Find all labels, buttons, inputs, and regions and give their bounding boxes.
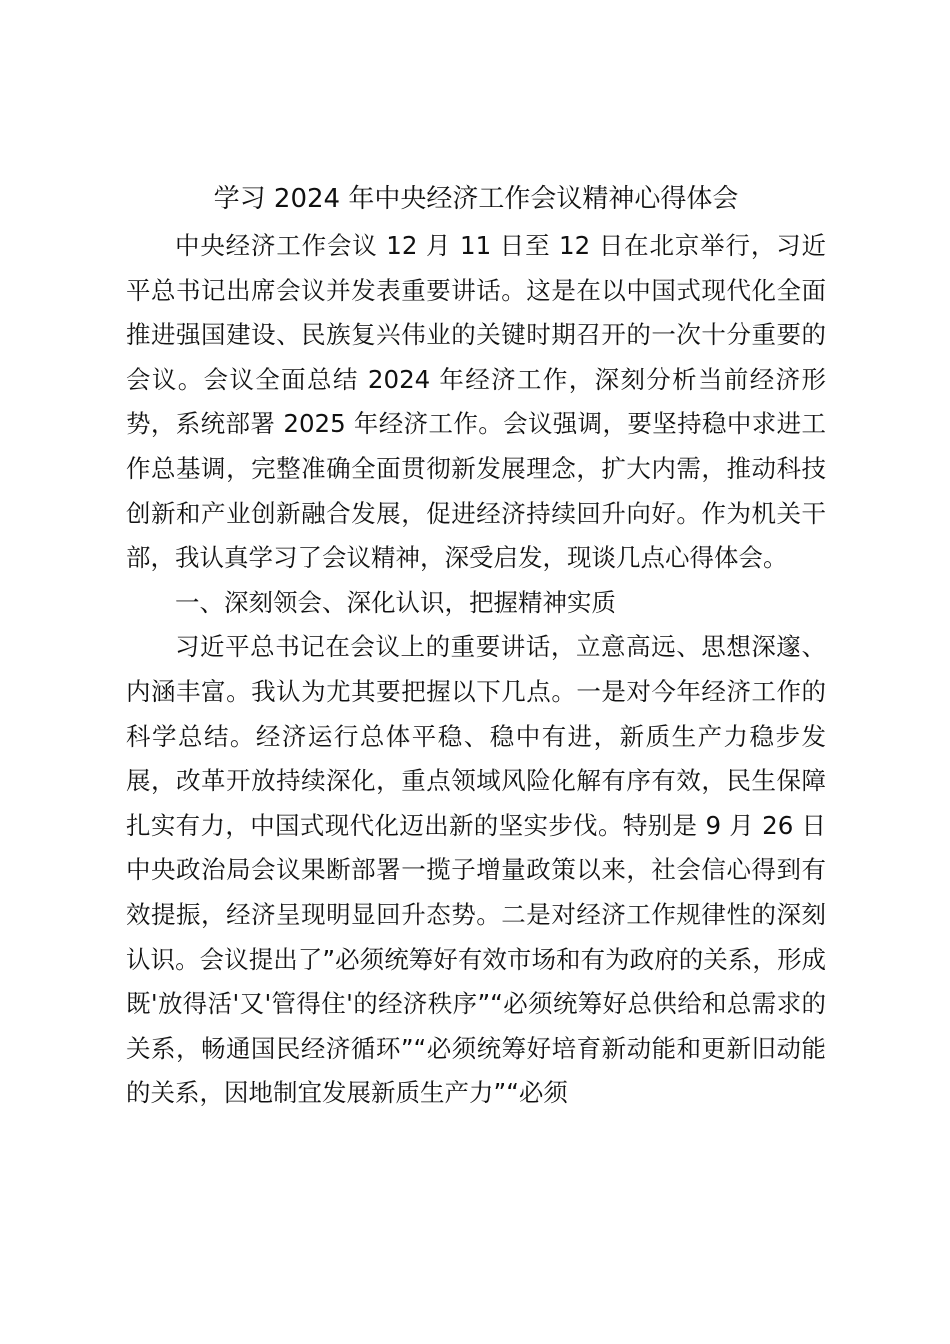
section-heading: 一、深刻领会、深化认识，把握精神实质 (175, 587, 616, 617)
document-title: 学习 2024 年中央经济工作会议精神心得体会 (213, 184, 739, 214)
document-body (126, 174, 826, 1116)
body-paragraph: 习近平总书记在会议上的重要讲话，立意高远、思想深邃、内涵丰富。我认为尤其要把握以下几点。一是对今年经济工作的科学总结。经济运行总体平稳、稳中有进，新质生产力稳步发展，改革开放持续深化，重点领域风险化解有序有效，民生保障扎实有力，中国式现代化迈出新的坚实步伐。特别是 9 月 26 日中央政治局会议果断部署一揽子增量政策以来，社会信心得到有效提振，经济呈现明显回升态势。二是对经济工作规律性的深刻认识。会议提出了”必须统筹好有效市场和有为政府的关系，形成既'放得活'又'管得住'的经济秩序”“必须统筹好总供给和总需求的关系，畅通国民经济循环”“必须统筹好培育新动能和更新旧动能的关系，因地制宜发展新质生产力”“必须 (126, 632, 826, 1108)
intro-paragraph: 中央经济工作会议 12 月 11 日至 12 日在北京举行，习近平总书记出席会议并发表重要讲话。这是在以中国式现代化全面推进强国建设、民族复兴伟业的关键时期召开的一次十分重要的会议。会议全面总结 2024 年经济工作，深刻分析当前经济形势，系统部署 2025 年经济工作。会议强调，要坚持稳中求进工作总基调，完整准确全面贯彻新发展理念，扩大内需，推动科技创新和产业创新融合发展，促进经济持续回升向好。作为机关干部，我认真学习了会议精神，深受启发，现谈几点心得体会。 (126, 231, 826, 573)
